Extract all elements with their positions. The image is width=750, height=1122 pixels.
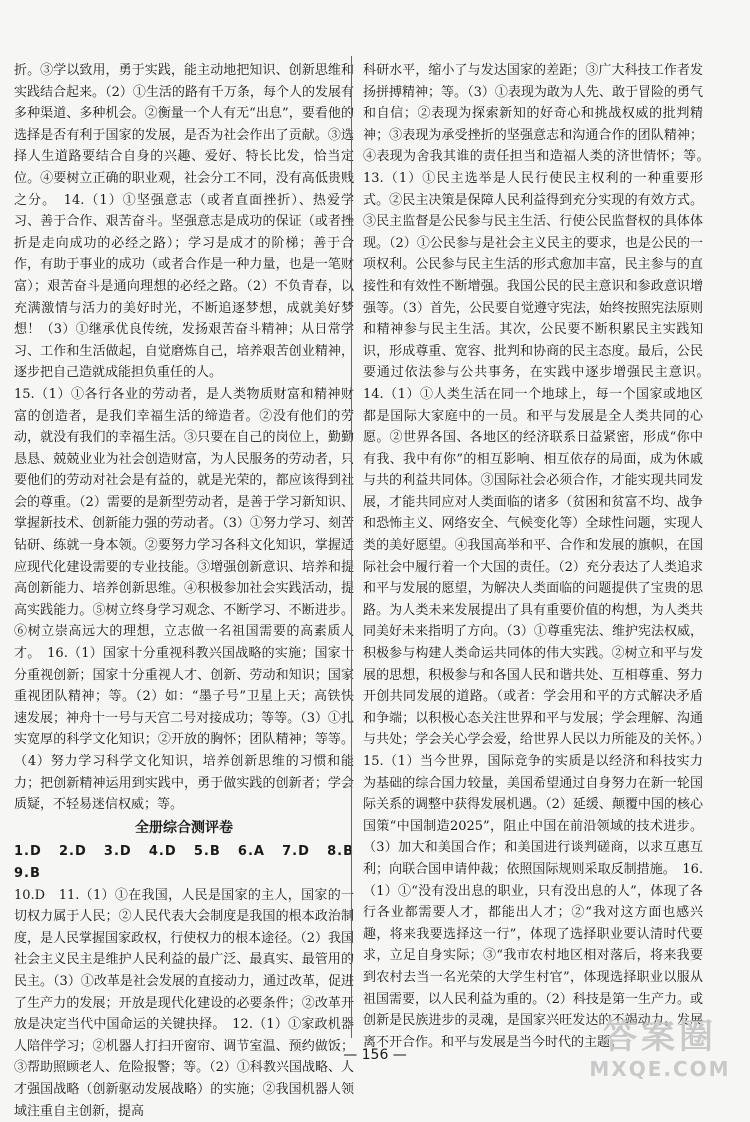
watermark-logo xyxy=(580,1017,740,1089)
page-number: — 156 — xyxy=(343,1047,407,1063)
answer-paragraph-2: 15.（1）①各行各业的劳动者，是人类物质财富和精神财富的创造者，是我们幸福生活的缔造者。②没有他们的劳动，就没有我们的幸福生活。③只要在自己的岗位上，勤勤恳恳、兢兢业业为社会创造财富，为人民服务的劳动者，只要他们的劳动对社会是有益的，就是光荣的，都应该得到社会的尊重。（2）需要的是新型劳动者，是善于学习新知识、掌握新技术、创新能力强的劳动者。（3）①努力学习、刻苦钻研、练就一身本领。②要努力学习各科文化知识，掌握适应现代化建设需要的专业技能。③增强创新意识、培养和提高创新能力、培养创新思维。④积极参加社会实践活动，提高实践能力。⑤树立终身学习观念、不断学习、不断进步。⑥树立崇高远大的理想，立志做一名祖国需要的高素质人才。 16.（1）国家十分重视科教兴国战略的实施；国家十分重视创新；国家十分重视人才、创新、劳动和知识；国家重视团队精神；等。（2）如：“墨子号”卫星上天；高铁快速发展；神舟十一号与天宫二号对接成功；等等。（3）①扎实宽厚的科学文化知识；②开放的胸怀；团队精神；等等。（4）努力学习科学文化知识，培养创新思维的习惯和能力；把创新精神运用到实践中，勇于做实践的创新者；学会质疑，不轻易迷信权威；等。 xyxy=(14,386,354,813)
answer-paragraph-4: 科研水平，缩小了与发达国家的差距；③广大科技工作者发扬拼搏精神；等。（3）①表现为敢为人先、敢于冒险的勇气和自信；②表现为探索新知的好奇心和挑战权威的批判精神；③表现为承受挫折的坚强意志和沟通合作的团队精神；④表现为舍我其谁的责任担当和造福人类的济世情怀；等。 13.（1）①民主选举是人民行使民主权利的一种重要形式。②民主决策是保障人民利益得到充分实现的有效方式。③民主监督是公民参与民主生活、行使公民监督权的具体体现。（2）①公民参与是社会主义民主的要求，也是公民的一项权利。公民参与民主生活的形式愈加丰富，民主参与的直接性和有效性不断增强。我国公民的民主意识和参政意识增强等。（3）首先，公民要自觉遵守宪法，始终按照宪法原则和精神参与民主生活。其次，公民要不断积累民主实践知识，形成尊重、宽容、批判和协商的民主态度。最后，公民要通过依法参与公共事务，在实践中逐步增强民主意识。 14.（1）①人类生活在同一个地球上，每一个国家或地区都是国际大家庭中的一员。和平与发展是全人类共同的心愿。②世界各国、各地区的经济联系日益紧密，形成“你中有我、我中有你”的相互影响、相互依存的局面，成为休戚与共的利益共同体。③国际社会必须合作，才能实现共同发展，才能共同应对人类面临的诸多（贫困和贫富不均、战争和恐怖主义、网络安全、气候变化等）全球性问题，实现人类的美好愿望。④我国高举和平、合作和发展的旗帜，在国际社会中履行着一个大国的责任。（2）充分表达了人类追求和平与发展的愿望，为解决人类面临的问题提供了宝贵的思路。为人类未来发展提出了具有重要价值的构想，为人类共同美好未来指明了方向。（3）①尊重宪法、维护宪法权威，积极参与构建人类命运共同体的伟大实践。②树立和平与发展的思想，积极参与和各国人民和谐共处、互相尊重、努力开创共同发展的道路。（或者：学会用和平的方式解决矛盾和争端；以积极心态关注世界和平与发展；学会理解、沟通与共处；学会关心学会爱，给世界人民以力所能及的关怀。） 15.（1）当今世界，国际竞争的实质是以经济和科技实力为基础的综合国力较量，美国希望通过自身努力在新一轮国际关系的调整中获得发展机遇。（2）延缓、颠覆中国的核心国策“中国制造2025”，阻止中国在前沿领域的技术进步。（3）加大和美国合作；和美国进行谈判磋商，以求互惠互利；向联合国申请仲裁；依照国际规则采取反制措施。 16.（1）①“没有没出息的职业，只有没出息的人”，体现了各行各业都需要人才，都能出人才；②“我对这方面也感兴趣，将来我要选择这一行”，体现了选择职业要认清时代要求，立足自身实际；③“我市农村地区相对落后，将来我要到农村去当一名光荣的大学生村官”，体现选择职业以服从祖国需要，以人民利益为重的。（2）科技是第一生产力。或创新是民族进步的灵魂，是国家兴旺发达的不竭动力。发展离不开合作。和平与发展是当今时代的主题。 xyxy=(363,63,717,1050)
left-column xyxy=(14,60,369,1122)
right-column xyxy=(363,60,717,1053)
watermark-url: MXQE.COM xyxy=(589,1057,731,1081)
answer-paragraph-1: 折。③学以致用，勇于实践，能主动地把知识、创新思维和实践结合起来。（2）①生活的路有千万条，每个人的发展有多种渠道、多种机会。②衡量一个人有无“出息”，要看他的选择是否有利于国家的发展，是否为社会作出了贡献。③选择人生道路要结合自身的兴趣、爱好、特长比发，恰当定位。④要树立正确的职业观，社会分工不同，没有高低贵贱之分。 14.（1）①坚强意志（或者直面挫折）、热爱学习、善于合作、艰苦奋斗。坚强意志是成功的保证（或者挫折是走向成功的必经之路）；学习是成才的阶梯；善于合作，有助于事业的成功（或者合作是一种力量，也是一笔财富）；艰苦奋斗是通向理想的必经之路。（2）不负青春，以充满激情与活力的美好时光，不断追逐梦想，成就美好梦想！（3）①继承优良传统，发扬艰苦奋斗精神；从日常学习、工作和生活做起，自觉磨炼自己，培养艰苦创业精神，逐步把自己造就成能担负重任的人。 xyxy=(14,63,354,381)
multiple-choice-answers: 1.D 2.D 3.D 4.D 5.B 6.A 7.D 8.B 9.B xyxy=(14,844,369,881)
answer-paragraph-3: 10.D 11.（1）①在我国，人民是国家的主人，国家的一切权力属于人民；②人民代表大会制度是我国的根本政治制度，是人民掌握国家政权，行使权力的根本途径。（2）我国社会主义民主是维护人民利益的最广泛、最真实、最管用的民主。（3）①改革是社会发展的直接动力，通过改革，促进了生产力的发展；开放是现代化建设的必要条件；②改革开放是决定当代中国命运的关键抉择。 12.（1）①家政机器人陪伴学习；②机器人打扫开窗帘、调节室温、预约做饭；③帮助照顾老人、危险报警；等。（2）①科教兴国战略、人才强国战略（创新驱动发展战略）的实施；②我国机器人领域注重自主创新，提高 xyxy=(14,887,354,1119)
section-heading: 全册综合测评卷 xyxy=(135,819,233,836)
watermark-text: 答案圈 xyxy=(603,1017,717,1057)
column-divider xyxy=(351,56,352,1038)
